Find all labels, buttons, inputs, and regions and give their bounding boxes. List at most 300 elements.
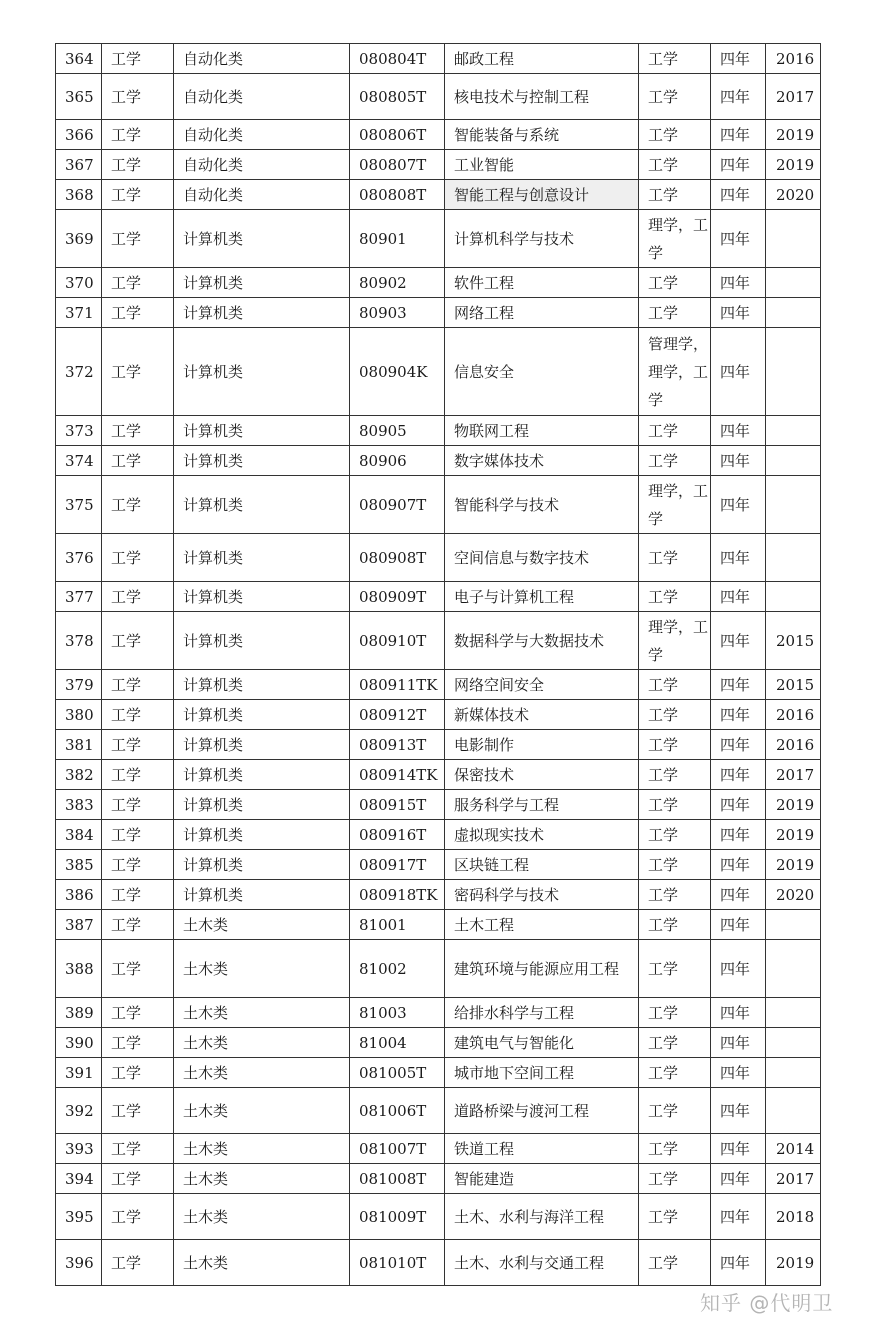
degree-cell: 工学 — [639, 446, 711, 476]
duration-cell: 四年 — [711, 1194, 766, 1240]
degree-cell: 工学 — [639, 1028, 711, 1058]
major-code-cell: 080911TK — [350, 670, 445, 700]
added-year-cell: 2019 — [766, 1240, 821, 1286]
major-code-cell: 080913T — [350, 730, 445, 760]
major-class-cell: 计算机类 — [174, 700, 350, 730]
discipline-cell: 工学 — [102, 760, 174, 790]
row-number-cell: 392 — [56, 1088, 102, 1134]
table-body — [56, 44, 821, 1286]
degree-cell: 工学 — [639, 150, 711, 180]
degree-cell: 管理学，理学，工学 — [639, 328, 711, 416]
major-class-cell: 土木类 — [174, 1058, 350, 1088]
major-code-cell: 080917T — [350, 850, 445, 880]
discipline-cell: 工学 — [102, 1088, 174, 1134]
degree-cell: 工学 — [639, 180, 711, 210]
added-year-cell — [766, 998, 821, 1028]
duration-cell: 四年 — [711, 790, 766, 820]
major-class-cell: 计算机类 — [174, 582, 350, 612]
table-row — [56, 760, 821, 790]
table-row — [56, 730, 821, 760]
table-row — [56, 416, 821, 446]
duration-cell: 四年 — [711, 534, 766, 582]
table-row — [56, 1194, 821, 1240]
degree-cell: 工学 — [639, 74, 711, 120]
table-row — [56, 268, 821, 298]
added-year-cell — [766, 446, 821, 476]
added-year-cell: 2019 — [766, 150, 821, 180]
degree-cell: 理学，工学 — [639, 210, 711, 268]
major-class-cell: 计算机类 — [174, 476, 350, 534]
major-name-cell: 核电技术与控制工程 — [445, 74, 639, 120]
added-year-cell: 2017 — [766, 1164, 821, 1194]
major-class-cell: 计算机类 — [174, 268, 350, 298]
row-number-cell: 380 — [56, 700, 102, 730]
degree-cell: 工学 — [639, 120, 711, 150]
major-code-cell: 80903 — [350, 298, 445, 328]
major-class-cell: 计算机类 — [174, 880, 350, 910]
major-name-cell: 密码科学与技术 — [445, 880, 639, 910]
major-name-cell: 城市地下空间工程 — [445, 1058, 639, 1088]
major-name-cell: 智能科学与技术 — [445, 476, 639, 534]
major-name-cell: 物联网工程 — [445, 416, 639, 446]
degree-cell: 工学 — [639, 44, 711, 74]
degree-cell: 工学 — [639, 910, 711, 940]
added-year-cell — [766, 582, 821, 612]
added-year-cell: 2018 — [766, 1194, 821, 1240]
major-class-cell: 计算机类 — [174, 850, 350, 880]
major-name-cell: 电子与计算机工程 — [445, 582, 639, 612]
row-number-cell: 395 — [56, 1194, 102, 1240]
major-code-cell: 080805T — [350, 74, 445, 120]
table-row — [56, 1028, 821, 1058]
row-number-cell: 376 — [56, 534, 102, 582]
major-class-cell: 自动化类 — [174, 74, 350, 120]
major-class-cell: 自动化类 — [174, 44, 350, 74]
added-year-cell: 2017 — [766, 760, 821, 790]
major-code-cell: 81003 — [350, 998, 445, 1028]
duration-cell: 四年 — [711, 700, 766, 730]
added-year-cell — [766, 1058, 821, 1088]
major-name-cell: 网络工程 — [445, 298, 639, 328]
major-name-cell: 网络空间安全 — [445, 670, 639, 700]
degree-cell: 工学 — [639, 820, 711, 850]
row-number-cell: 364 — [56, 44, 102, 74]
added-year-cell: 2015 — [766, 612, 821, 670]
row-number-cell: 383 — [56, 790, 102, 820]
degree-cell: 工学 — [639, 416, 711, 446]
added-year-cell — [766, 416, 821, 446]
row-number-cell: 367 — [56, 150, 102, 180]
major-code-cell: 80902 — [350, 268, 445, 298]
degree-cell: 工学 — [639, 582, 711, 612]
major-name-cell: 智能装备与系统 — [445, 120, 639, 150]
major-class-cell: 土木类 — [174, 1028, 350, 1058]
added-year-cell: 2016 — [766, 700, 821, 730]
major-name-cell: 土木、水利与交通工程 — [445, 1240, 639, 1286]
duration-cell: 四年 — [711, 1058, 766, 1088]
major-class-cell: 计算机类 — [174, 790, 350, 820]
major-class-cell: 计算机类 — [174, 760, 350, 790]
discipline-cell: 工学 — [102, 328, 174, 416]
discipline-cell: 工学 — [102, 534, 174, 582]
row-number-cell: 366 — [56, 120, 102, 150]
major-class-cell: 土木类 — [174, 998, 350, 1028]
major-catalog-table — [55, 43, 821, 1286]
major-code-cell: 080909T — [350, 582, 445, 612]
major-code-cell: 80901 — [350, 210, 445, 268]
row-number-cell: 369 — [56, 210, 102, 268]
discipline-cell: 工学 — [102, 268, 174, 298]
major-class-cell: 计算机类 — [174, 416, 350, 446]
major-code-cell: 080908T — [350, 534, 445, 582]
duration-cell: 四年 — [711, 74, 766, 120]
discipline-cell: 工学 — [102, 582, 174, 612]
discipline-cell: 工学 — [102, 74, 174, 120]
duration-cell: 四年 — [711, 1134, 766, 1164]
added-year-cell — [766, 1028, 821, 1058]
added-year-cell — [766, 298, 821, 328]
major-code-cell: 80905 — [350, 416, 445, 446]
row-number-cell: 370 — [56, 268, 102, 298]
discipline-cell: 工学 — [102, 210, 174, 268]
table-row — [56, 1058, 821, 1088]
discipline-cell: 工学 — [102, 180, 174, 210]
added-year-cell: 2016 — [766, 730, 821, 760]
discipline-cell: 工学 — [102, 940, 174, 998]
discipline-cell: 工学 — [102, 1134, 174, 1164]
major-name-cell: 道路桥梁与渡河工程 — [445, 1088, 639, 1134]
major-code-cell: 080804T — [350, 44, 445, 74]
degree-cell: 工学 — [639, 880, 711, 910]
row-number-cell: 384 — [56, 820, 102, 850]
added-year-cell: 2016 — [766, 44, 821, 74]
degree-cell: 工学 — [639, 1164, 711, 1194]
duration-cell: 四年 — [711, 1088, 766, 1134]
degree-cell: 工学 — [639, 1058, 711, 1088]
table-row — [56, 910, 821, 940]
discipline-cell: 工学 — [102, 1028, 174, 1058]
major-class-cell: 计算机类 — [174, 446, 350, 476]
degree-cell: 理学，工学 — [639, 612, 711, 670]
table-row — [56, 534, 821, 582]
degree-cell: 工学 — [639, 670, 711, 700]
table-row — [56, 150, 821, 180]
major-code-cell: 080915T — [350, 790, 445, 820]
table-row — [56, 44, 821, 74]
degree-cell: 工学 — [639, 998, 711, 1028]
discipline-cell: 工学 — [102, 850, 174, 880]
degree-cell: 工学 — [639, 298, 711, 328]
major-name-cell: 电影制作 — [445, 730, 639, 760]
table-row — [56, 880, 821, 910]
major-name-cell: 建筑电气与智能化 — [445, 1028, 639, 1058]
table-row — [56, 1240, 821, 1286]
major-name-cell: 铁道工程 — [445, 1134, 639, 1164]
row-number-cell: 371 — [56, 298, 102, 328]
major-code-cell: 080912T — [350, 700, 445, 730]
table-row — [56, 582, 821, 612]
duration-cell: 四年 — [711, 820, 766, 850]
duration-cell: 四年 — [711, 998, 766, 1028]
added-year-cell: 2015 — [766, 670, 821, 700]
major-name-cell: 空间信息与数字技术 — [445, 534, 639, 582]
major-name-cell: 给排水科学与工程 — [445, 998, 639, 1028]
added-year-cell: 2019 — [766, 790, 821, 820]
major-code-cell: 080918TK — [350, 880, 445, 910]
discipline-cell: 工学 — [102, 476, 174, 534]
major-code-cell: 81004 — [350, 1028, 445, 1058]
major-code-cell: 081009T — [350, 1194, 445, 1240]
degree-cell: 工学 — [639, 760, 711, 790]
duration-cell: 四年 — [711, 1028, 766, 1058]
table-row — [56, 940, 821, 998]
major-code-cell: 081008T — [350, 1164, 445, 1194]
table-row — [56, 1164, 821, 1194]
major-code-cell: 80906 — [350, 446, 445, 476]
added-year-cell: 2019 — [766, 820, 821, 850]
discipline-cell: 工学 — [102, 150, 174, 180]
watermark: 知乎 @代明卫 — [700, 1291, 834, 1315]
major-code-cell: 080808T — [350, 180, 445, 210]
added-year-cell: 2017 — [766, 74, 821, 120]
major-class-cell: 土木类 — [174, 1164, 350, 1194]
duration-cell: 四年 — [711, 940, 766, 998]
row-number-cell: 365 — [56, 74, 102, 120]
major-name-cell: 保密技术 — [445, 760, 639, 790]
major-code-cell: 081010T — [350, 1240, 445, 1286]
added-year-cell: 2020 — [766, 180, 821, 210]
degree-cell: 工学 — [639, 790, 711, 820]
duration-cell: 四年 — [711, 328, 766, 416]
added-year-cell — [766, 534, 821, 582]
row-number-cell: 386 — [56, 880, 102, 910]
duration-cell: 四年 — [711, 670, 766, 700]
major-code-cell: 080916T — [350, 820, 445, 850]
major-class-cell: 计算机类 — [174, 328, 350, 416]
discipline-cell: 工学 — [102, 1194, 174, 1240]
duration-cell: 四年 — [711, 44, 766, 74]
row-number-cell: 387 — [56, 910, 102, 940]
degree-cell: 工学 — [639, 940, 711, 998]
major-name-cell: 虚拟现实技术 — [445, 820, 639, 850]
discipline-cell: 工学 — [102, 1164, 174, 1194]
major-class-cell: 土木类 — [174, 1194, 350, 1240]
table-row — [56, 670, 821, 700]
major-code-cell: 080807T — [350, 150, 445, 180]
added-year-cell — [766, 910, 821, 940]
duration-cell: 四年 — [711, 760, 766, 790]
major-class-cell: 自动化类 — [174, 180, 350, 210]
table-row — [56, 298, 821, 328]
discipline-cell: 工学 — [102, 670, 174, 700]
added-year-cell — [766, 328, 821, 416]
row-number-cell: 379 — [56, 670, 102, 700]
major-class-cell: 计算机类 — [174, 612, 350, 670]
discipline-cell: 工学 — [102, 910, 174, 940]
discipline-cell: 工学 — [102, 1240, 174, 1286]
discipline-cell: 工学 — [102, 416, 174, 446]
degree-cell: 工学 — [639, 1088, 711, 1134]
table-row — [56, 790, 821, 820]
added-year-cell — [766, 210, 821, 268]
degree-cell: 工学 — [639, 534, 711, 582]
row-number-cell: 396 — [56, 1240, 102, 1286]
major-name-cell: 数字媒体技术 — [445, 446, 639, 476]
discipline-cell: 工学 — [102, 298, 174, 328]
duration-cell: 四年 — [711, 298, 766, 328]
major-class-cell: 土木类 — [174, 1240, 350, 1286]
major-class-cell: 土木类 — [174, 1088, 350, 1134]
duration-cell: 四年 — [711, 446, 766, 476]
table-row — [56, 328, 821, 416]
degree-cell: 工学 — [639, 850, 711, 880]
row-number-cell: 375 — [56, 476, 102, 534]
major-code-cell: 081006T — [350, 1088, 445, 1134]
row-number-cell: 368 — [56, 180, 102, 210]
major-name-cell: 工业智能 — [445, 150, 639, 180]
duration-cell: 四年 — [711, 1240, 766, 1286]
major-name-cell: 服务科学与工程 — [445, 790, 639, 820]
degree-cell: 工学 — [639, 1194, 711, 1240]
table-row — [56, 476, 821, 534]
added-year-cell — [766, 476, 821, 534]
discipline-cell: 工学 — [102, 880, 174, 910]
added-year-cell — [766, 268, 821, 298]
discipline-cell: 工学 — [102, 120, 174, 150]
table-row — [56, 210, 821, 268]
row-number-cell: 378 — [56, 612, 102, 670]
degree-cell: 工学 — [639, 700, 711, 730]
duration-cell: 四年 — [711, 180, 766, 210]
row-number-cell: 388 — [56, 940, 102, 998]
row-number-cell: 385 — [56, 850, 102, 880]
major-class-cell: 自动化类 — [174, 150, 350, 180]
major-name-cell: 土木工程 — [445, 910, 639, 940]
row-number-cell: 377 — [56, 582, 102, 612]
major-code-cell: 81002 — [350, 940, 445, 998]
row-number-cell: 393 — [56, 1134, 102, 1164]
row-number-cell: 382 — [56, 760, 102, 790]
duration-cell: 四年 — [711, 730, 766, 760]
table-row — [56, 446, 821, 476]
table-row — [56, 850, 821, 880]
added-year-cell — [766, 1088, 821, 1134]
major-name-cell: 智能工程与创意设计 — [445, 180, 639, 210]
duration-cell: 四年 — [711, 268, 766, 298]
major-class-cell: 土木类 — [174, 1134, 350, 1164]
major-code-cell: 080914TK — [350, 760, 445, 790]
row-number-cell: 374 — [56, 446, 102, 476]
major-code-cell: 081007T — [350, 1134, 445, 1164]
row-number-cell: 389 — [56, 998, 102, 1028]
major-code-cell: 081005T — [350, 1058, 445, 1088]
duration-cell: 四年 — [711, 850, 766, 880]
major-name-cell: 建筑环境与能源应用工程 — [445, 940, 639, 998]
major-class-cell: 计算机类 — [174, 670, 350, 700]
major-code-cell: 080910T — [350, 612, 445, 670]
discipline-cell: 工学 — [102, 1058, 174, 1088]
added-year-cell: 2014 — [766, 1134, 821, 1164]
table-row — [56, 612, 821, 670]
major-class-cell: 土木类 — [174, 940, 350, 998]
duration-cell: 四年 — [711, 210, 766, 268]
table-row — [56, 700, 821, 730]
degree-cell: 工学 — [639, 268, 711, 298]
discipline-cell: 工学 — [102, 998, 174, 1028]
major-code-cell: 81001 — [350, 910, 445, 940]
degree-cell: 工学 — [639, 730, 711, 760]
row-number-cell: 391 — [56, 1058, 102, 1088]
duration-cell: 四年 — [711, 880, 766, 910]
major-class-cell: 计算机类 — [174, 298, 350, 328]
table-row — [56, 180, 821, 210]
duration-cell: 四年 — [711, 416, 766, 446]
duration-cell: 四年 — [711, 120, 766, 150]
major-name-cell: 智能建造 — [445, 1164, 639, 1194]
major-name-cell: 软件工程 — [445, 268, 639, 298]
added-year-cell: 2020 — [766, 880, 821, 910]
row-number-cell: 381 — [56, 730, 102, 760]
duration-cell: 四年 — [711, 612, 766, 670]
major-class-cell: 自动化类 — [174, 120, 350, 150]
major-code-cell: 080806T — [350, 120, 445, 150]
major-class-cell: 计算机类 — [174, 820, 350, 850]
row-number-cell: 390 — [56, 1028, 102, 1058]
major-class-cell: 土木类 — [174, 910, 350, 940]
discipline-cell: 工学 — [102, 730, 174, 760]
degree-cell: 工学 — [639, 1134, 711, 1164]
major-class-cell: 计算机类 — [174, 534, 350, 582]
major-name-cell: 信息安全 — [445, 328, 639, 416]
major-catalog-table-container — [55, 43, 820, 1286]
table-row — [56, 120, 821, 150]
added-year-cell: 2019 — [766, 120, 821, 150]
major-code-cell: 080907T — [350, 476, 445, 534]
added-year-cell — [766, 940, 821, 998]
duration-cell: 四年 — [711, 910, 766, 940]
duration-cell: 四年 — [711, 582, 766, 612]
discipline-cell: 工学 — [102, 790, 174, 820]
table-row — [56, 1134, 821, 1164]
row-number-cell: 372 — [56, 328, 102, 416]
duration-cell: 四年 — [711, 476, 766, 534]
major-name-cell: 新媒体技术 — [445, 700, 639, 730]
major-code-cell: 080904K — [350, 328, 445, 416]
degree-cell: 工学 — [639, 1240, 711, 1286]
degree-cell: 理学，工学 — [639, 476, 711, 534]
discipline-cell: 工学 — [102, 700, 174, 730]
major-class-cell: 计算机类 — [174, 210, 350, 268]
major-name-cell: 土木、水利与海洋工程 — [445, 1194, 639, 1240]
table-row — [56, 74, 821, 120]
major-name-cell: 邮政工程 — [445, 44, 639, 74]
table-row — [56, 1088, 821, 1134]
major-name-cell: 区块链工程 — [445, 850, 639, 880]
discipline-cell: 工学 — [102, 446, 174, 476]
duration-cell: 四年 — [711, 1164, 766, 1194]
major-name-cell: 数据科学与大数据技术 — [445, 612, 639, 670]
major-class-cell: 计算机类 — [174, 730, 350, 760]
added-year-cell: 2019 — [766, 850, 821, 880]
row-number-cell: 394 — [56, 1164, 102, 1194]
table-row — [56, 998, 821, 1028]
discipline-cell: 工学 — [102, 820, 174, 850]
row-number-cell: 373 — [56, 416, 102, 446]
discipline-cell: 工学 — [102, 612, 174, 670]
table-row — [56, 820, 821, 850]
major-name-cell: 计算机科学与技术 — [445, 210, 639, 268]
discipline-cell: 工学 — [102, 44, 174, 74]
